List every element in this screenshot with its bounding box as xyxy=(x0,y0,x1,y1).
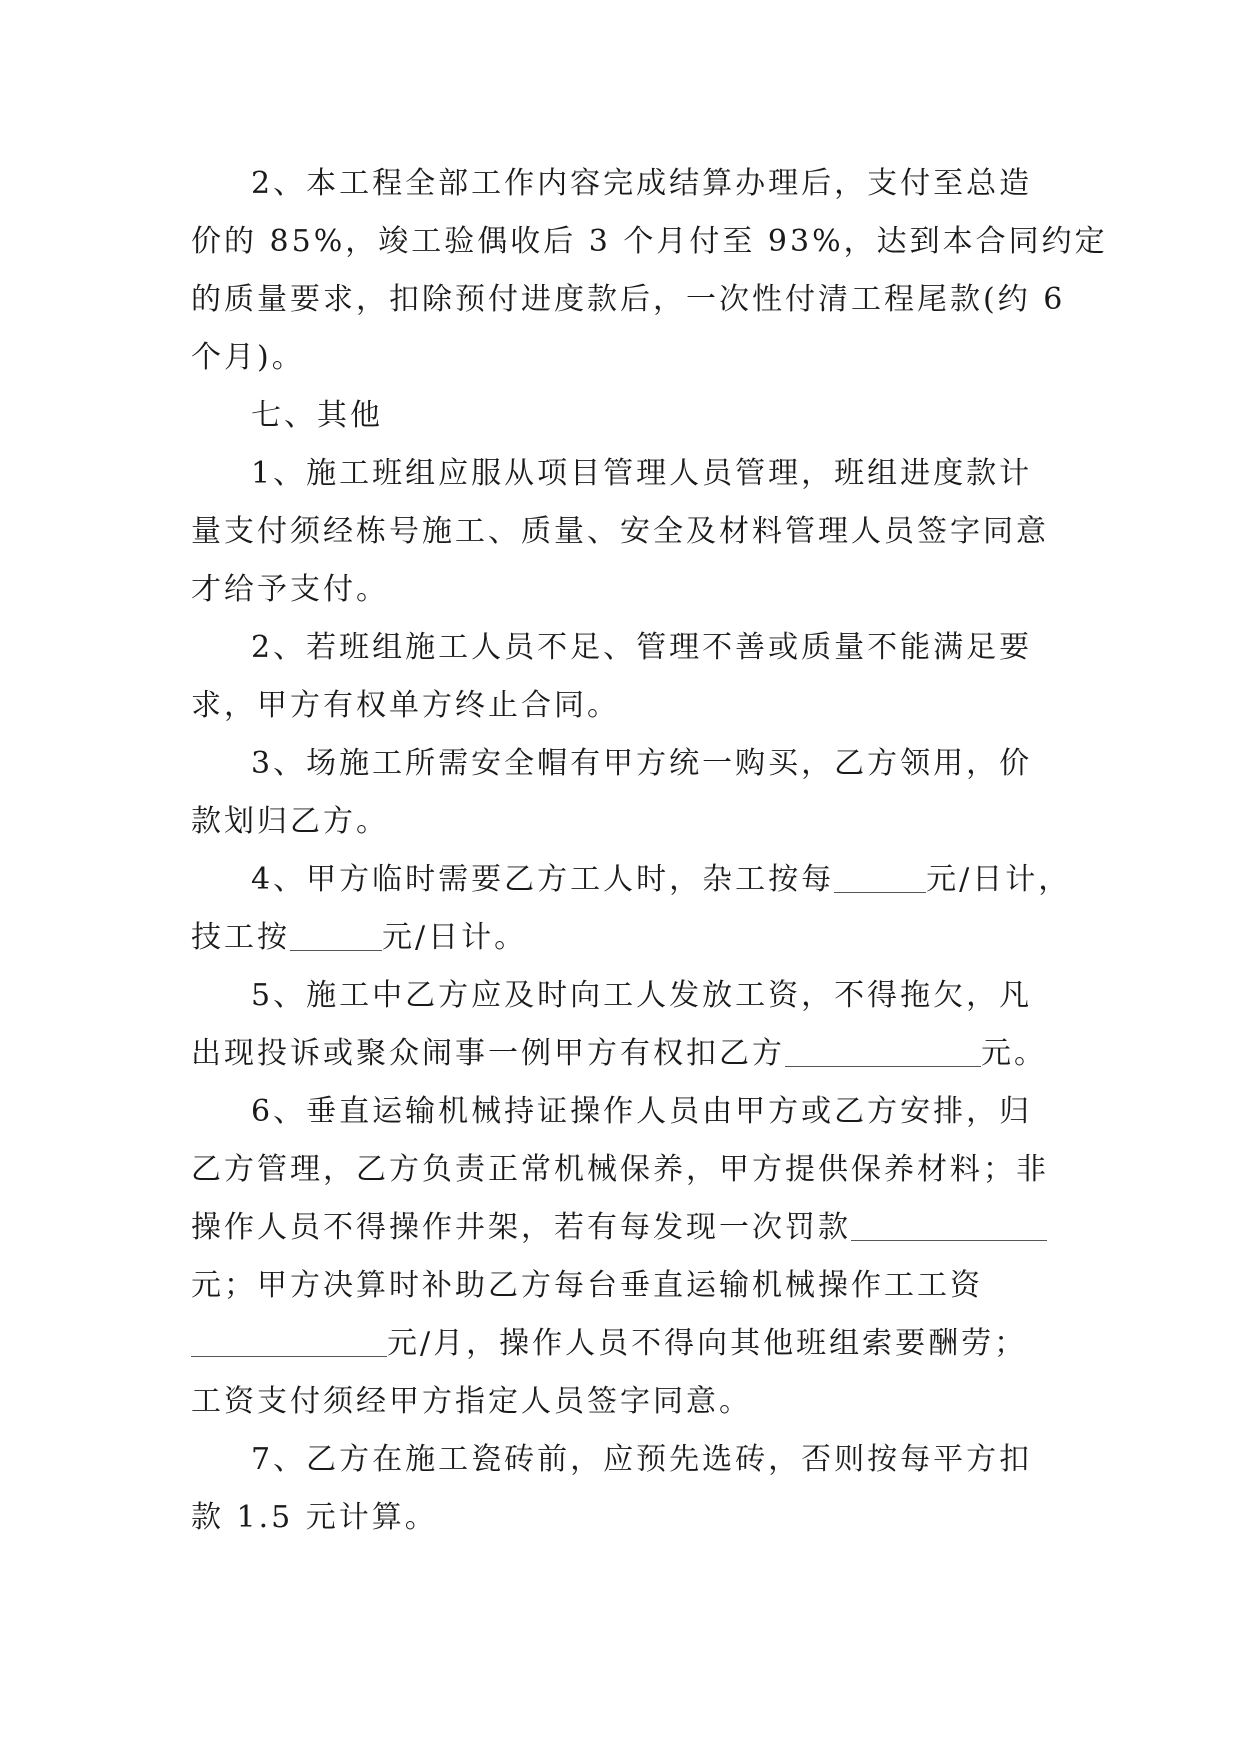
text-line xyxy=(191,1315,1051,1373)
text-segment: 操作人员不得操作井架，若有每发现一次罚款 xyxy=(191,1210,851,1245)
blank-field-laborer-rate xyxy=(834,858,926,893)
blank-field-deduction xyxy=(785,1032,981,1067)
text-segment: 元/月，操作人员不得向其他班组索要酬劳； xyxy=(387,1326,1028,1361)
text-line: 2、若班组施工人员不足、管理不善或质量不能满足要 xyxy=(251,630,1033,665)
text-line: 3、场施工所需安全帽有甲方统一购买，乙方领用，价 xyxy=(251,746,1033,781)
text-line: 工资支付须经甲方指定人员签字同意。 xyxy=(191,1384,752,1419)
other-item-2 xyxy=(191,619,1051,735)
other-item-4 xyxy=(191,851,1072,967)
text-line: 量支付须经栋号施工、质量、安全及材料管理人员签字同意 xyxy=(191,514,1049,549)
payment-clause-2 xyxy=(191,155,1108,387)
text-line: 价的 85%，竣工验偶收后 3 个月付至 93%，达到本合同约定 xyxy=(191,224,1108,259)
text-segment: 技工按 xyxy=(191,920,290,955)
text-line: 的质量要求，扣除预付进度款后，一次性付清工程尾款(约 6 xyxy=(191,282,1066,317)
section-heading-other xyxy=(191,387,1051,445)
text-line: 元；甲方决算时补助乙方每台垂直运输机械操作工工资 xyxy=(191,1268,983,1303)
other-item-1 xyxy=(191,445,1051,619)
text-line xyxy=(191,909,1051,967)
text-line: 乙方管理，乙方负责正常机械保养，甲方提供保养材料；非 xyxy=(191,1152,1049,1187)
text-line: 款划归乙方。 xyxy=(191,804,389,839)
blank-field-operator-wage xyxy=(191,1322,387,1357)
text-line: 5、施工中乙方应及时向工人发放工资，不得拖欠，凡 xyxy=(251,978,1033,1013)
other-item-3 xyxy=(191,735,1051,851)
text-segment: 元/日计， xyxy=(926,862,1072,897)
other-item-6 xyxy=(191,1083,1051,1431)
other-item-5 xyxy=(191,967,1051,1083)
text-line: 个月)。 xyxy=(191,340,305,375)
text-line xyxy=(191,851,1072,909)
text-line xyxy=(191,1199,1051,1257)
text-segment: 元。 xyxy=(981,1036,1047,1071)
document-body xyxy=(191,155,1108,1547)
text-line xyxy=(191,1025,1051,1083)
text-line: 求，甲方有权单方终止合同。 xyxy=(191,688,620,723)
text-line: 6、垂直运输机械持证操作人员由甲方或乙方安排，归 xyxy=(251,1094,1033,1129)
text-segment: 4、甲方临时需要乙方工人时，杂工按每 xyxy=(251,862,835,897)
text-line: 7、乙方在施工瓷砖前，应预先选砖，否则按每平方扣 xyxy=(251,1442,1033,1477)
blank-field-fine xyxy=(851,1206,1047,1241)
text-segment: 出现投诉或聚众闹事一例甲方有权扣乙方 xyxy=(191,1036,785,1071)
text-line: 才给予支付。 xyxy=(191,572,389,607)
text-line: 1、施工班组应服从项目管理人员管理，班组进度款计 xyxy=(251,456,1033,491)
text-segment: 元/日计。 xyxy=(382,920,528,955)
other-item-7 xyxy=(191,1431,1051,1547)
text-line: 款 1.5 元计算。 xyxy=(191,1500,438,1535)
section-heading: 七、其他 xyxy=(251,398,383,433)
text-line: 2、本工程全部工作内容完成结算办理后，支付至总造 xyxy=(251,166,1033,201)
blank-field-skilled-rate xyxy=(290,916,382,951)
